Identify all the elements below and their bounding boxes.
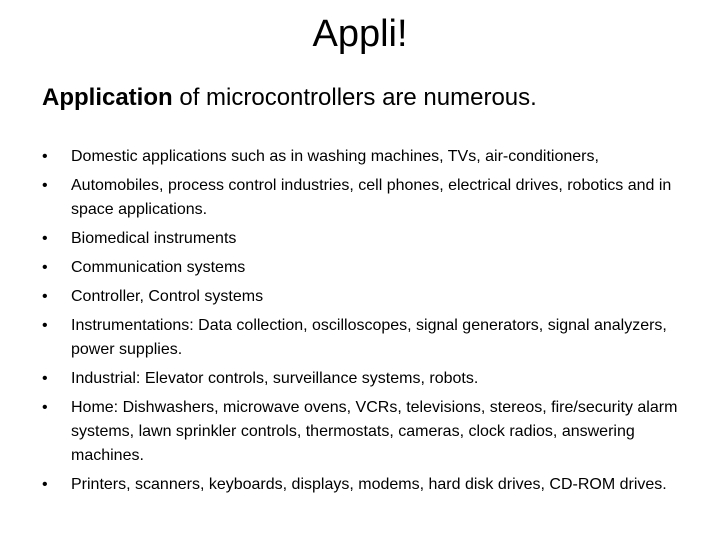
bullet-text: Communication systems bbox=[71, 259, 246, 276]
bullet-list bbox=[42, 145, 692, 502]
subtitle-rest: of microcontrollers are numerous. bbox=[172, 84, 537, 111]
bullet-text: Domestic applications such as in washing machines, TVs, air-conditioners, bbox=[71, 148, 599, 165]
bullet-text: Industrial: Elevator controls, surveillance systems, robots. bbox=[71, 370, 479, 387]
bullet-glyph: • bbox=[42, 177, 48, 194]
bullet-text: Biomedical instruments bbox=[71, 230, 237, 247]
bullet-glyph: • bbox=[42, 230, 48, 247]
bullet-item bbox=[42, 285, 692, 309]
bullet-text: Automobiles, process control industries, cell phones, electrical drives, robotics and in space applications. bbox=[71, 177, 672, 218]
bullet-glyph: • bbox=[42, 476, 48, 493]
bullet-item bbox=[42, 145, 692, 169]
bullet-item bbox=[42, 473, 692, 497]
bullet-glyph: • bbox=[42, 370, 48, 387]
bullet-glyph: • bbox=[42, 317, 48, 334]
slide-title: Appli! bbox=[312, 13, 408, 55]
bullet-glyph: • bbox=[42, 259, 48, 276]
bullet-text: Controller, Control systems bbox=[71, 288, 264, 305]
bullet-item bbox=[42, 256, 692, 280]
subtitle-lead: Application bbox=[42, 84, 173, 111]
bullet-item bbox=[42, 174, 692, 222]
bullet-item bbox=[42, 367, 692, 391]
bullet-item bbox=[42, 396, 692, 468]
bullet-glyph: • bbox=[42, 288, 48, 305]
bullet-glyph: • bbox=[42, 148, 48, 165]
bullet-text: Printers, scanners, keyboards, displays, modems, hard disk drives, CD-ROM drives. bbox=[71, 476, 667, 493]
bullet-item bbox=[42, 227, 692, 251]
bullet-item bbox=[42, 314, 692, 362]
slide-subtitle bbox=[42, 82, 702, 114]
bullet-text: Instrumentations: Data collection, oscilloscopes, signal generators, signal analyzers, power supplies. bbox=[71, 317, 667, 358]
bullet-text: Home: Dishwashers, microwave ovens, VCRs, televisions, stereos, fire/security alarm systems, lawn sprinkler controls, thermostats, cameras, clock radios, answering machines. bbox=[71, 399, 678, 464]
bullet-glyph: • bbox=[42, 399, 48, 416]
